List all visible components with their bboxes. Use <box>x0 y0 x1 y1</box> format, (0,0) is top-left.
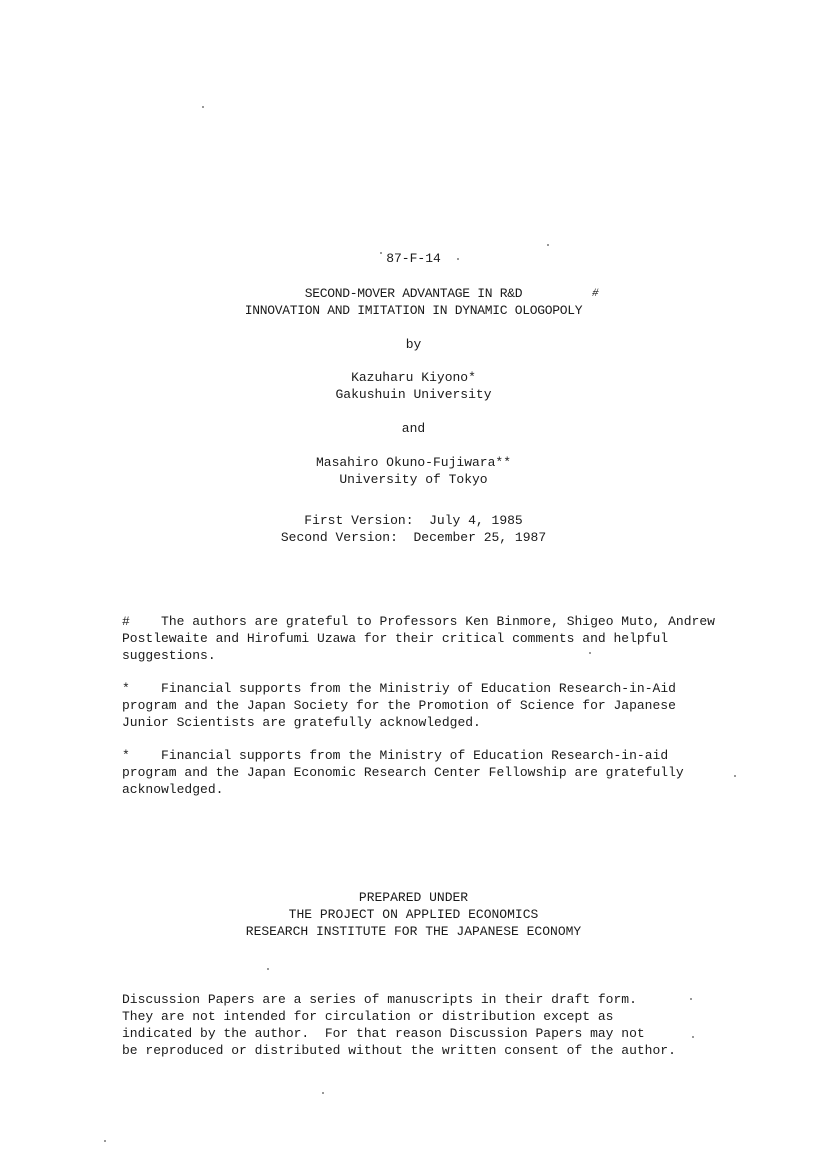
footnote-author-1-funding <box>122 680 762 731</box>
footnote-mark: * <box>122 681 130 696</box>
footnote-text-line: The authors are grateful to Professors Ken Binmore, Shigeo Muto, Andrew <box>161 614 715 629</box>
author-1-name: Kazuharu Kiyono* <box>351 370 476 385</box>
disclaimer-line: be reproduced or distributed without the written consent of the author. <box>122 1043 676 1058</box>
title-footnote-mark: # <box>592 288 599 300</box>
footnote-text-line: Financial supports from the Ministry of Education Research-in-aid <box>161 748 669 763</box>
scan-speck <box>547 244 549 246</box>
author-1-affiliation: Gakushuin University <box>335 387 492 402</box>
prepared-under: PREPARED UNDER <box>358 890 469 905</box>
footnote-text-line: program and the Japan Economic Research Center Fellowship are gratefully <box>122 765 684 780</box>
author-2-name: Masahiro Okuno-Fujiwara** <box>315 455 512 470</box>
title-line-2: INNOVATION AND IMITATION IN DYNAMIC OLOGOPOLY <box>244 303 583 318</box>
footnote-text-line: suggestions. <box>122 648 216 663</box>
project-name: THE PROJECT ON APPLIED ECONOMICS <box>288 907 539 922</box>
by-label: by <box>405 337 422 352</box>
first-version: First Version: July 4, 1985 <box>304 513 523 528</box>
and-label: and <box>401 421 426 436</box>
title-line-1: SECOND-MOVER ADVANTAGE IN R&D <box>304 286 523 301</box>
footnote-text-line: Junior Scientists are gratefully acknowledged. <box>122 715 481 730</box>
institute-name: RESEARCH INSTITUTE FOR THE JAPANESE ECONOMY <box>245 924 582 939</box>
footnote-acknowledgement <box>122 613 762 664</box>
footnote-author-2-funding <box>122 747 762 798</box>
disclaimer-line: indicated by the author. For that reason Discussion Papers may not <box>122 1026 645 1041</box>
footnote-text-line: program and the Japan Society for the Promotion of Science for Japanese <box>122 698 676 713</box>
disclaimer-line: Discussion Papers are a series of manuscripts in their draft form. <box>122 992 637 1007</box>
footnote-text-line: acknowledged. <box>122 782 224 797</box>
paper-number: 87-F-14 <box>386 251 441 266</box>
second-version: Second Version: December 25, 1987 <box>280 530 547 545</box>
footnote-mark: # <box>122 614 130 629</box>
footnote-text-line: Postlewaite and Hirofumi Uzawa for their critical comments and helpful <box>122 631 669 646</box>
footnote-text-line: Financial supports from the Ministriy of Education Research-in-Aid <box>161 681 676 696</box>
footnote-mark: * <box>122 748 130 763</box>
author-2-affiliation: University of Tokyo <box>339 472 488 487</box>
disclaimer-paragraph <box>122 991 762 1059</box>
disclaimer-line: They are not intended for circulation or distribution except as <box>122 1009 614 1024</box>
scan-speck <box>202 106 204 108</box>
scan-speck <box>104 1140 106 1142</box>
scan-speck <box>322 1092 324 1094</box>
scan-speck <box>267 968 269 970</box>
